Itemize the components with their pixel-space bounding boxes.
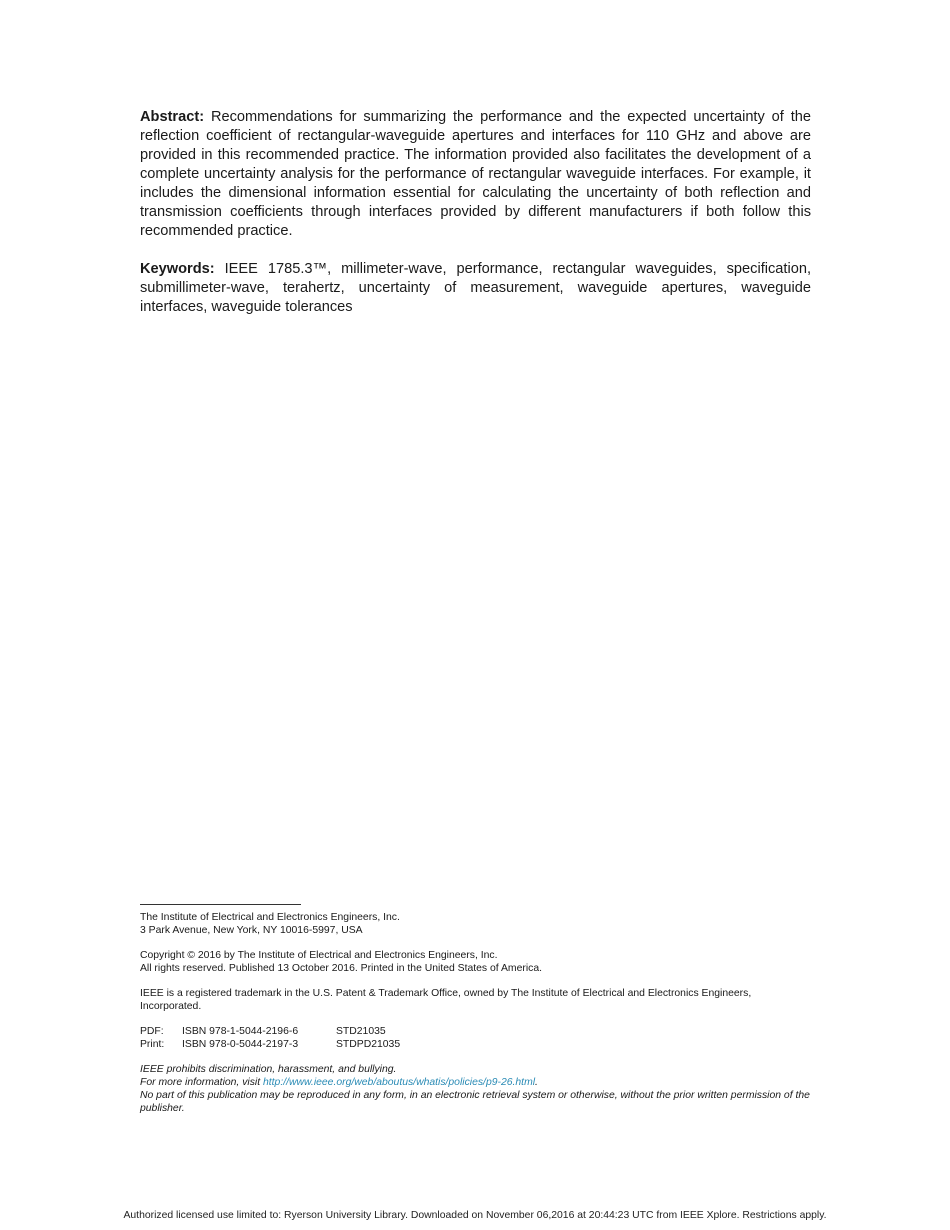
publisher-address: 3 Park Avenue, New York, NY 10016-5997, USA	[140, 925, 363, 936]
keywords-label: Keywords:	[140, 261, 215, 277]
isbn-row-print	[140, 1038, 815, 1051]
copyright-footer	[140, 904, 815, 1115]
publisher-block	[140, 911, 815, 937]
authorization-banner: Authorized licensed use limited to: Ryerson University Library. Downloaded on November 06,2016 at 20:44:23 UTC from IEEE Xplore. Restrictions apply.	[123, 1210, 827, 1221]
reproduction-notice: No part of this publication may be reproduced in any form, in an electronic retrieval system or otherwise, without the prior written permission of the publisher.	[140, 1090, 810, 1114]
isbn-row-pdf	[140, 1025, 815, 1038]
isbn-table	[140, 1025, 815, 1051]
isbn-format: Print:	[140, 1039, 165, 1050]
policy-info-prefix: For more information, visit	[140, 1077, 263, 1088]
policy-info-suffix: .	[535, 1077, 538, 1088]
abstract-paragraph	[140, 108, 811, 241]
policy-statement: IEEE prohibits discrimination, harassment, and bullying.	[140, 1064, 397, 1075]
abstract-label: Abstract:	[140, 109, 205, 125]
copyright-block	[140, 949, 815, 975]
isbn-number: ISBN 978-1-5044-2196-6	[182, 1026, 299, 1037]
isbn-code: STDPD21035	[336, 1039, 401, 1050]
document-body	[140, 108, 811, 317]
isbn-code: STD21035	[336, 1026, 386, 1037]
trademark-notice: IEEE is a registered trademark in the U.S. Patent & Trademark Office, owned by The Institute of Electrical and Electronics Engineers, Incorporated.	[140, 988, 752, 1012]
keywords-text: IEEE 1785.3™, millimeter-wave, performance, rectangular waveguides, specification, submillimeter-wave, terahertz, uncertainty of measurement, waveguide apertures, waveguide interfaces, waveguide tolerances	[140, 261, 811, 315]
isbn-format: PDF:	[140, 1026, 164, 1037]
footnote-divider	[140, 904, 301, 905]
policy-block	[140, 1063, 815, 1115]
keywords-paragraph	[140, 260, 811, 317]
publisher-name: The Institute of Electrical and Electronics Engineers, Inc.	[140, 912, 400, 923]
policy-info	[140, 1076, 815, 1089]
rights-statement: All rights reserved. Published 13 October 2016. Printed in the United States of America.	[140, 963, 542, 974]
policy-link[interactable]: http://www.ieee.org/web/aboutus/whatis/policies/p9-26.html	[263, 1077, 536, 1088]
abstract-text: Recommendations for summarizing the performance and the expected uncertainty of the reflection coefficient of rectangular-waveguide apertures and interfaces for 110 GHz and above are provided in this recommended practice. The information provided also facilitates the development of a complete uncertainty analysis for the performance of rectangular waveguide interfaces. For example, it includes the dimensional information essential for calculating the uncertainty of both reflection and transmission coefficients through interfaces provided by different manufacturers if both follow this recommended practice.	[140, 109, 811, 239]
isbn-number: ISBN 978-0-5044-2197-3	[182, 1039, 299, 1050]
copyright-statement: Copyright © 2016 by The Institute of Electrical and Electronics Engineers, Inc.	[140, 950, 498, 961]
